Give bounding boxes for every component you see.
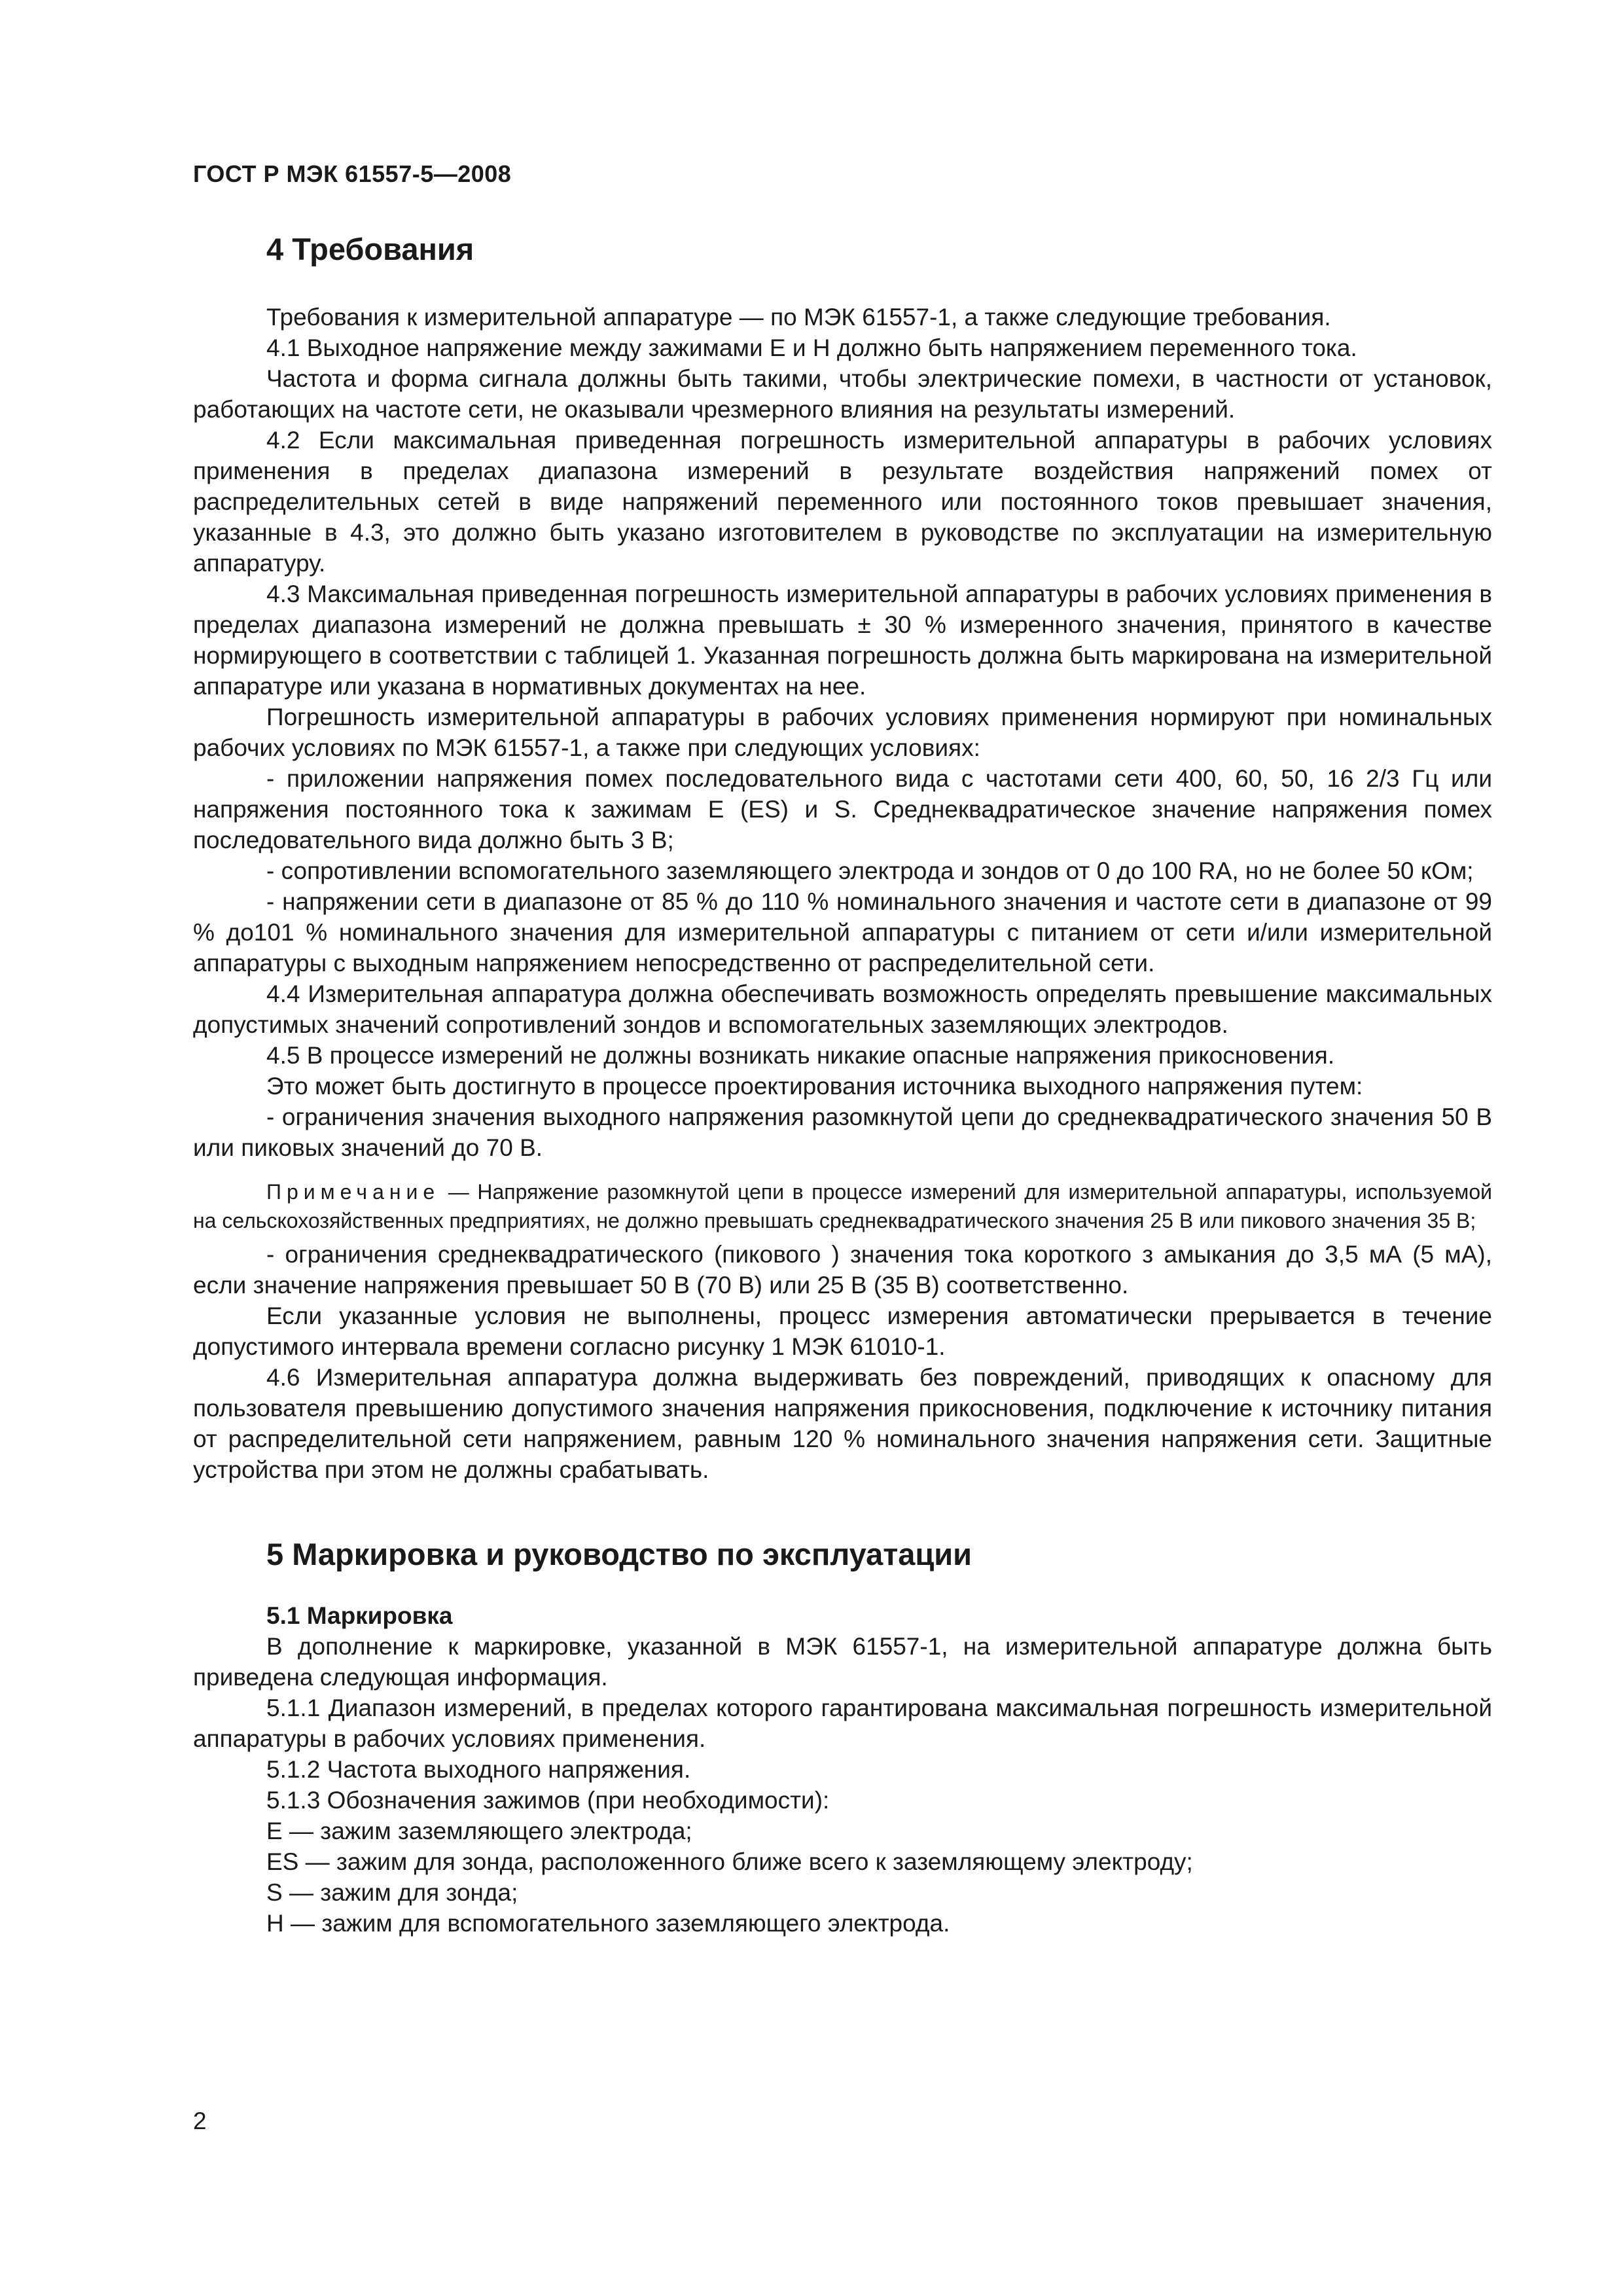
paragraph: Это может быть достигнуто в процессе проектирования источника выходного напряжения путем: <box>266 1073 1363 1100</box>
list-item: S — зажим для зонда; <box>266 1879 518 1906</box>
list-item: - приложении напряжения помех последовательного вида с частотами сети 400, 60, 50, 16 2/3 Гц или напряжения постоянного тока к зажимам E (ES) и S. Среднеквадратическое значение напряжения помех последовательного вида должно быть 3 В; <box>193 765 1492 853</box>
paragraph: 5.1.1 Диапазон измерений, в пределах которого гарантирована максимальная погрешность измерительной аппаратуры в рабочих условиях применения. <box>193 1695 1492 1752</box>
paragraph: Погрешность измерительной аппаратуры в рабочих условиях применения нормируют при номинальных рабочих условиях по МЭК 61557-1, а также при следующих условиях: <box>193 704 1492 761</box>
list-item: - сопротивлении вспомогательного заземляющего электрода и зондов от 0 до 100 RA, но не более 50 кОм; <box>266 857 1474 884</box>
section-5-title: 5 Маркировка и руководство по эксплуатации <box>266 1537 972 1571</box>
paragraph: Требования к измерительной аппаратуре — по МЭК 61557-1, а также следующие требования. <box>266 304 1331 331</box>
paragraph: 4.6 Измерительная аппаратура должна выдерживать без повреждений, приводящих к опасному для пользователя превышению допустимого значения напряжения прикосновения, подключение к источнику питания от распределительной сети напряжением, равным 120 % номинального значения напряжения сети. Защитные устройства при этом не должны срабатывать. <box>193 1364 1492 1483</box>
list-item: - напряжении сети в диапазоне от 85 % до 110 % номинального значения и частоте сети в диапазоне от 99 % до101 % номинального значения для измерительной аппаратуры с питанием от сети и/или измерительной аппаратуры с выходным напряжением непосредственно от распределительной сети. <box>193 888 1492 977</box>
paragraph: 4.4 Измерительная аппаратура должна обеспечивать возможность определять превышение максимальных допустимых значений сопротивлений зондов и вспомогательных заземляющих электродов. <box>193 980 1492 1038</box>
list-item: - ограничения значения выходного напряжения разомкнутой цепи до среднеквадратического значения 50 В или пиковых значений до 70 В. <box>193 1103 1492 1161</box>
note-text: — Напряжение разомкнутой цепи в процессе измерений для измерительной аппаратуры, используемой на сельскохозяйственных предприятиях, не должно превышать среднеквадратического значения 25 В или пикового значения 35 В; <box>193 1180 1492 1232</box>
page-content <box>193 226 1492 1939</box>
paragraph: 4.3 Максимальная приведенная погрешность измерительной аппаратуры в рабочих условиях применения в пределах диапазона измерений не должна превышать ± 30 % измеренного значения, принятого в качестве нормирующего в соответствии с таблицей 1. Указанная погрешность должна быть маркирована на измерительной аппаратуре или указана в нормативных документах на нее. <box>193 581 1492 700</box>
paragraph: Частота и форма сигнала должны быть такими, чтобы электрические помехи, в частности от установок, работающих на частоте сети, не оказывали чрезмерного влияния на результаты измерений. <box>193 365 1492 423</box>
paragraph: 5.1.2 Частота выходного напряжения. <box>266 1756 691 1783</box>
note <box>193 1177 1492 1235</box>
paragraph: 4.2 Если максимальная приведенная погрешность измерительной аппаратуры в рабочих условиях применения в пределах диапазона измерений в результате воздействия напряжений помех от распределительных сетей в виде напряжений переменного или постоянного токов превышает значения, указанные в 4.3, это должно быть указано изготовителем в руководстве по эксплуатации на измерительную аппаратуру. <box>193 427 1492 577</box>
paragraph: В дополнение к маркировке, указанной в МЭК 61557-1, на измерительной аппаратуре должна быть приведена следующая информация. <box>193 1633 1492 1691</box>
paragraph: 5.1.3 Обозначения зажимов (при необходимости): <box>266 1787 830 1814</box>
paragraph: Если указанные условия не выполнены, процесс измерения автоматически прерывается в течение допустимого интервала времени согласно рисунку 1 МЭК 61010-1. <box>193 1302 1492 1360</box>
paragraph: 4.5 В процессе измерений не должны возникать никакие опасные напряжения прикосновения. <box>266 1042 1335 1069</box>
subsection-5-1-title: 5.1 Маркировка <box>266 1602 453 1629</box>
page-number: 2 <box>193 2108 207 2134</box>
paragraph: 4.1 Выходное напряжение между зажимами E и H должно быть напряжением переменного тока. <box>266 334 1357 361</box>
note-label: Примечание <box>266 1180 440 1204</box>
list-item: ES — зажим для зонда, расположенного ближе всего к заземляющему электроду; <box>266 1848 1193 1875</box>
section-4-title: 4 Требования <box>266 232 474 266</box>
document-header: ГОСТ Р МЭК 61557-5—2008 <box>193 160 512 187</box>
list-item: E — зажим заземляющего электрода; <box>266 1818 692 1844</box>
list-item: H — зажим для вспомогательного заземляющего электрода. <box>266 1910 950 1937</box>
list-item: - ограничения среднеквадратического (пикового ) значения тока короткого з амыкания до 3,5 мА (5 мА), если значение напряжения превышает 50 В (70 В) или 25 В (35 В) соответственно. <box>193 1241 1492 1299</box>
